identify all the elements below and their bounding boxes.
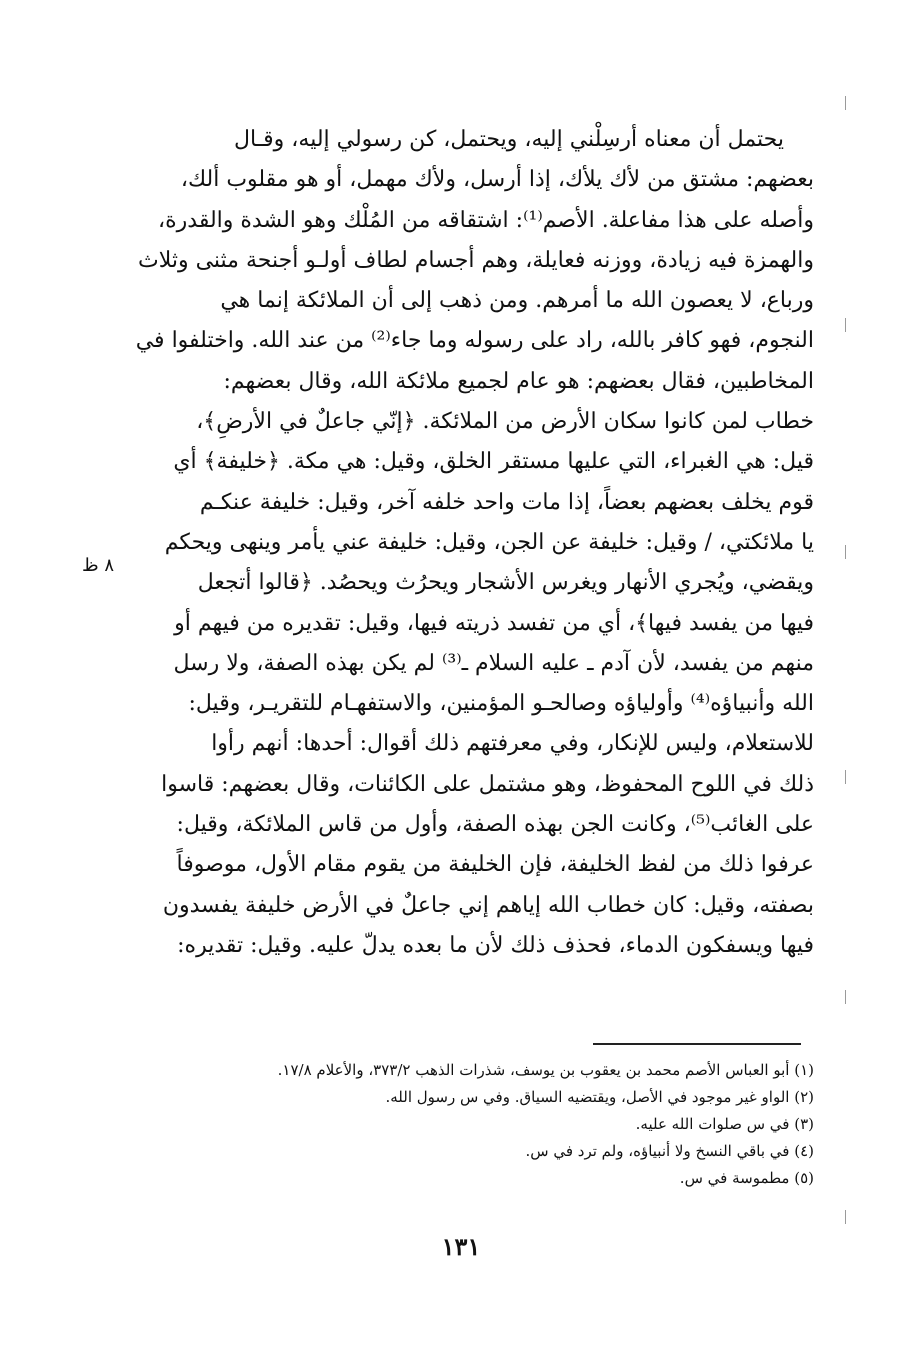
gutter-mark — [845, 96, 846, 110]
text-line: المخاطبين، فقال بعضهم: هو عام لجميع ملائكة الله، وقال بعضهم: — [223, 368, 814, 394]
text-line: ورباع، لا يعصون الله ما أمرهم. ومن ذهب إلى أن الملائكة إنما هي — [220, 288, 814, 314]
text-line: يحتمل أن معناه أرسِلْني إليه، ويحتمل، كن رسولي إليه، وقـال — [234, 127, 784, 152]
text-line: وأصله على هذا مفاعلة. الأصم⁽¹⁾: اشتقاقه من المُلْك وهو الشدة والقدرة، — [158, 207, 814, 233]
text-line: بصفته، وقيل: كان خطاب الله إياهم إني جاعلٌ في الأرض خليفة يفسدون — [162, 892, 814, 918]
text-line: منهم من يفسد، لأن آدم ـ عليه السلام ـ⁽³⁾ لم يكن بهذه الصفة، ولا رسل — [173, 650, 814, 676]
footnote-item: (٢) الواو غير موجود في الأصل، ويقتضيه السياق. وفي س رسول الله. — [385, 1088, 814, 1106]
text-line: ويقضي، ويُجري الأنهار ويغرس الأشجار ويحرُث ويحصُد. ﴿قالوا أتجعل — [197, 570, 814, 596]
text-line: بعضهم: مشتق من لأك يلأك، إذا أرسل، ولأك مهمل، أو هو مقلوب ألك، — [180, 167, 814, 193]
gutter-mark — [845, 318, 846, 332]
text-line: فيها ويسفكون الدماء، فحذف ذلك لأن ما بعده يدلّ عليه. وقيل: تقديره: — [177, 932, 814, 958]
page-number: ١٣١ — [441, 1232, 481, 1261]
text-line: يا ملائكتي، / وقيل: خليفة عن الجن، وقيل: خليفة عني يأمر وينهى ويحكم — [164, 529, 814, 555]
text-line: على الغائب⁽⁵⁾، وكانت الجن بهذه الصفة، وأول من قاس الملائكة، وقيل: — [176, 812, 814, 838]
text-line: للاستعلام، وليس للإنكار، وفي معرفتهم ذلك أقوال: أحدها: أنهم رأوا — [211, 731, 814, 757]
text-line: الله وأنبياؤه⁽⁴⁾ وأولياؤه وصالحـو المؤمنين، والاستفهـام للتقريـر، وقيل: — [188, 691, 814, 717]
text-line: فيها من يفسد فيها﴾، أي من تفسد ذريته فيها، وقيل: تقديره من فيهم أو — [174, 610, 814, 636]
manuscript-folio-marker: ٨ ظ — [82, 555, 115, 576]
footnote-item: (٥) مطموسة في س. — [679, 1169, 814, 1187]
footnote-item: (٤) في باقي النسخ ولا أنبياؤه، ولم ترد في س. — [525, 1142, 814, 1160]
footnote-divider — [593, 1043, 801, 1045]
gutter-mark — [845, 1210, 846, 1224]
gutter-mark — [845, 770, 846, 784]
text-line: عرفوا ذلك من لفظ الخليفة، فإن الخليفة من يقوم مقام الأول، موصوفاً — [176, 852, 814, 878]
footnote-item: (٣) في س صلوات الله عليه. — [635, 1115, 814, 1133]
main-text-block — [102, 120, 814, 966]
text-line: والهمزة فيه زيادة، ووزنه فعايلة، وهم أجسام لطاف أولـو أجنحة مثنى وثلاث — [137, 247, 814, 273]
text-line: ذلك في اللوح المحفوظ، وهو مشتمل على الكائنات، وقال بعضهم: قاسوا — [161, 771, 814, 797]
text-line: النجوم، فهو كافر بالله، راد على رسوله وما جاء⁽²⁾ من عند الله. واختلفوا في — [135, 328, 814, 354]
gutter-mark — [845, 990, 846, 1004]
footnotes-block — [102, 1057, 814, 1192]
text-line: قوم يخلف بعضهم بعضاً، إذا مات واحد خلفه آخر، وقيل: خليفة عنكـم — [199, 489, 814, 515]
footnote-item: (١) أبو العباس الأصم محمد بن يعقوب بن يوسف، شذرات الذهب ٣٧٣/٢، والأعلام ١٧/٨. — [277, 1061, 814, 1079]
gutter-mark — [845, 545, 846, 559]
text-line: خطاب لمن كانوا سكان الأرض من الملائكة. ﴿إنّي جاعلٌ في الأرضِ﴾، — [196, 409, 814, 435]
text-line: قيل: هي الغبراء، التي عليها مستقر الخلق، وقيل: هي مكة. ﴿خليفة﴾ أي — [173, 449, 814, 475]
